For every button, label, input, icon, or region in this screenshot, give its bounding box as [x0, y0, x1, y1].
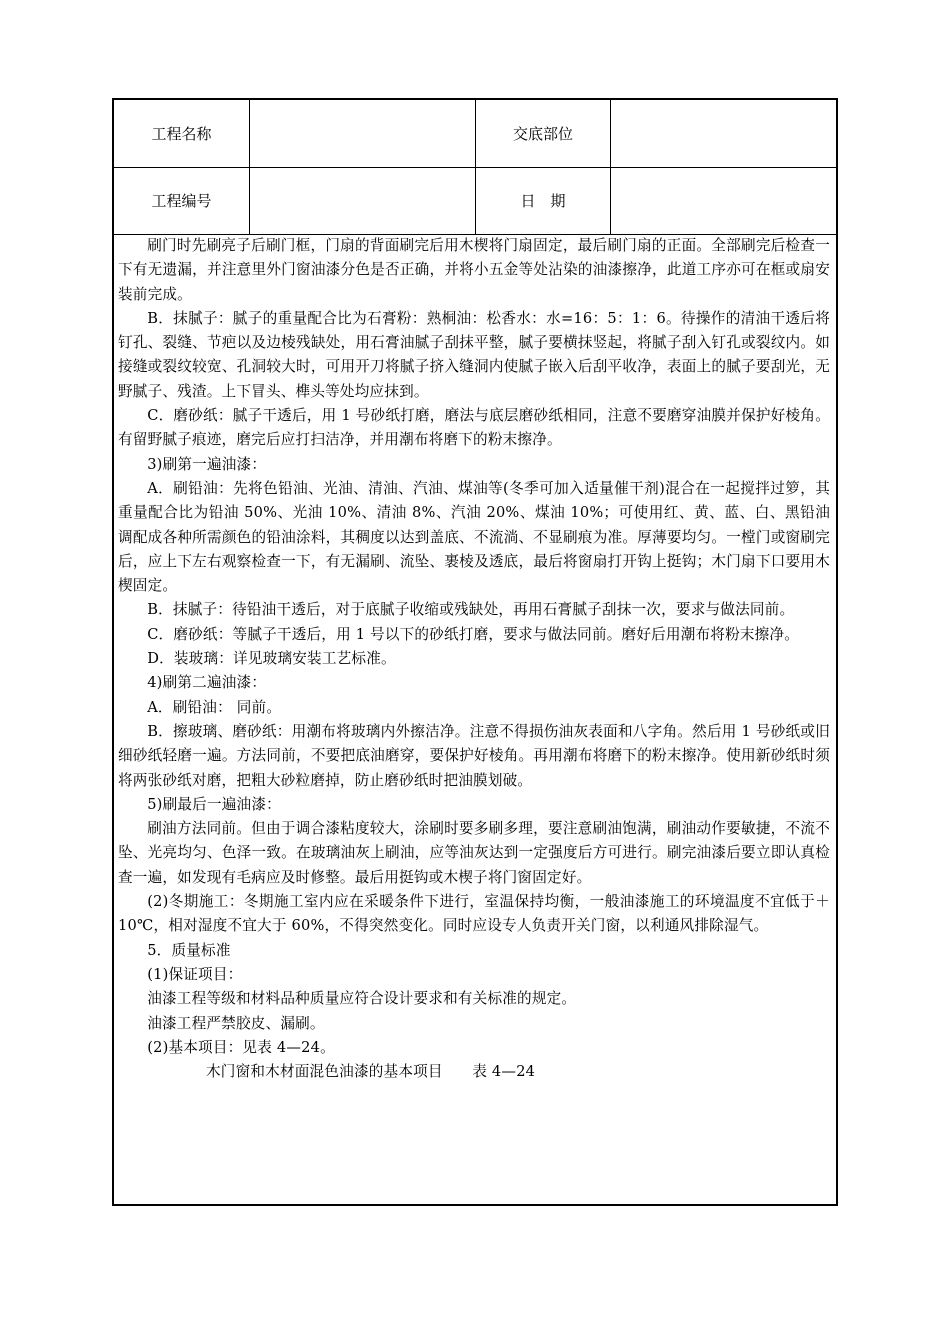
project-no-value [250, 167, 476, 234]
paragraph: A．刷铅油： 同前。 [147, 698, 282, 716]
paragraph: A．刷铅油：先将色铅油、光油、清油、汽油、煤油等(冬季可加入适量催干剂)混合在一起搅拌过箩，其重量配合比为铅油 50%、光油 10%、清油 8%、汽油 20%、煤油 10%；可使用红、黄、蓝、白、黑铅油调配成各种所需颜色的铅油涂料，其稠度以达到盖底、不流淌、不显刷痕为准。厚薄要均匀。一樘门或窗刷完后，应上下左右观察检查一下，有无漏刷、流坠、裹棱及透底，最后将窗扇打开钩上挺钩；木门扇下口要用木楔固定。 [118, 479, 830, 595]
paragraph: (2)冬期施工：冬期施工室内应在采暖条件下进行，室温保持均衡，一般油漆施工的环境温度不宜低于＋10℃，相对湿度不宜大于 60%，不得突然变化。同时应设专人负责开关门窗，以利通风排除湿气。 [118, 893, 830, 935]
paragraph: B．抹腻子：待铅油干透后，对于底腻子收缩或残缺处，再用石膏腻子刮抹一次，要求与做法同前。 [147, 601, 795, 619]
header-row-2 [114, 167, 836, 235]
section-heading: 3)刷第一遍油漆： [147, 455, 267, 473]
section-heading: 4)刷第二遍油漆： [147, 674, 267, 692]
project-name-value [250, 100, 476, 167]
paragraph: B．抹腻子：腻子的重量配合比为石膏粉：熟桐油：松香水：水=16：5：1：6。待操作的清油干透后将钉孔、裂缝、节疤以及边棱残缺处，用石膏油腻子刮抹平整，腻子要横抹竖起，将腻子刮入钉孔或裂纹内。如接缝或裂纹较宽、孔洞较大时，可用开刀将腻子挤入缝洞内使腻子嵌入后刮平收净，表面上的腻子要刮光，无野腻子、残渣。上下冒头、榫头等处均应抹到。 [118, 309, 830, 400]
paragraph: B．擦玻璃、磨砂纸：用潮布将玻璃内外擦洁净。注意不得损伤油灰表面和八字角。然后用 1 号砂纸或旧细砂纸轻磨一遍。方法同前，不要把底油磨穿，要保护好棱角。再用潮布将磨下的粉末擦净。使用新砂纸时须将两张砂纸对磨，把粗大砂粒磨掉，防止磨砂纸时把油膜划破。 [118, 722, 830, 789]
section-heading: 5．质量标准 [147, 941, 231, 959]
table-caption: 木门窗和木材面混色油漆的基本项目 表 4—24 [206, 1063, 536, 1081]
header-row-1 [114, 100, 836, 168]
paragraph: C．磨砂纸：腻子干透后，用 1 号砂纸打磨，磨法与底层磨砂纸相同，注意不要磨穿油膜并保护好棱角。有留野腻子痕迹，磨完后应打扫洁净，并用潮布将磨下的粉末擦净。 [118, 407, 830, 449]
date-value [611, 167, 836, 234]
location-value [611, 100, 836, 167]
disclosure-content [118, 234, 830, 1084]
paragraph: C．磨砂纸：等腻子干透后，用 1 号以下的砂纸打磨，要求与做法同前。磨好后用潮布将粉末擦净。 [147, 625, 800, 643]
paragraph: D．装玻璃：详见玻璃安装工艺标准。 [147, 650, 396, 668]
paragraph: 刷油方法同前。但由于调合漆粘度较大，涂刷时要多刷多理，要注意刷油饱满，刷油动作要敏捷，不流不坠、光亮均匀、色泽一致。在玻璃油灰上刷油，应等油灰达到一定强度后方可进行。刷完油漆后要立即认真检查一遍，如发现有毛病应及时修整。最后用挺钩或木楔子将门窗固定好。 [118, 820, 830, 886]
paragraph: 刷门时先刷亮子后刷门框，门扇的背面刷完后用木楔将门扇固定，最后刷门扇的正面。全部刷完后检查一下有无遗漏，并注意里外门窗油漆分色是否正确，并将小五金等处沾染的油漆擦净，此道工序亦可在框或扇安装前完成。 [118, 237, 830, 303]
paragraph: (2)基本项目：见表 4—24。 [147, 1038, 335, 1056]
disclosure-sheet [112, 98, 838, 1206]
paragraph: (1)保证项目： [147, 965, 243, 983]
section-heading: 5)刷最后一遍油漆： [147, 795, 281, 813]
header-table [114, 100, 836, 234]
paragraph: 油漆工程等级和材料品种质量应符合设计要求和有关标准的规定。 [147, 990, 577, 1008]
date-label: 日 期 [476, 167, 611, 234]
location-label: 交底部位 [476, 100, 611, 167]
project-name-label: 工程名称 [114, 100, 250, 167]
project-no-label: 工程编号 [114, 167, 250, 234]
paragraph: 油漆工程严禁胶皮、漏刷。 [147, 1014, 325, 1032]
